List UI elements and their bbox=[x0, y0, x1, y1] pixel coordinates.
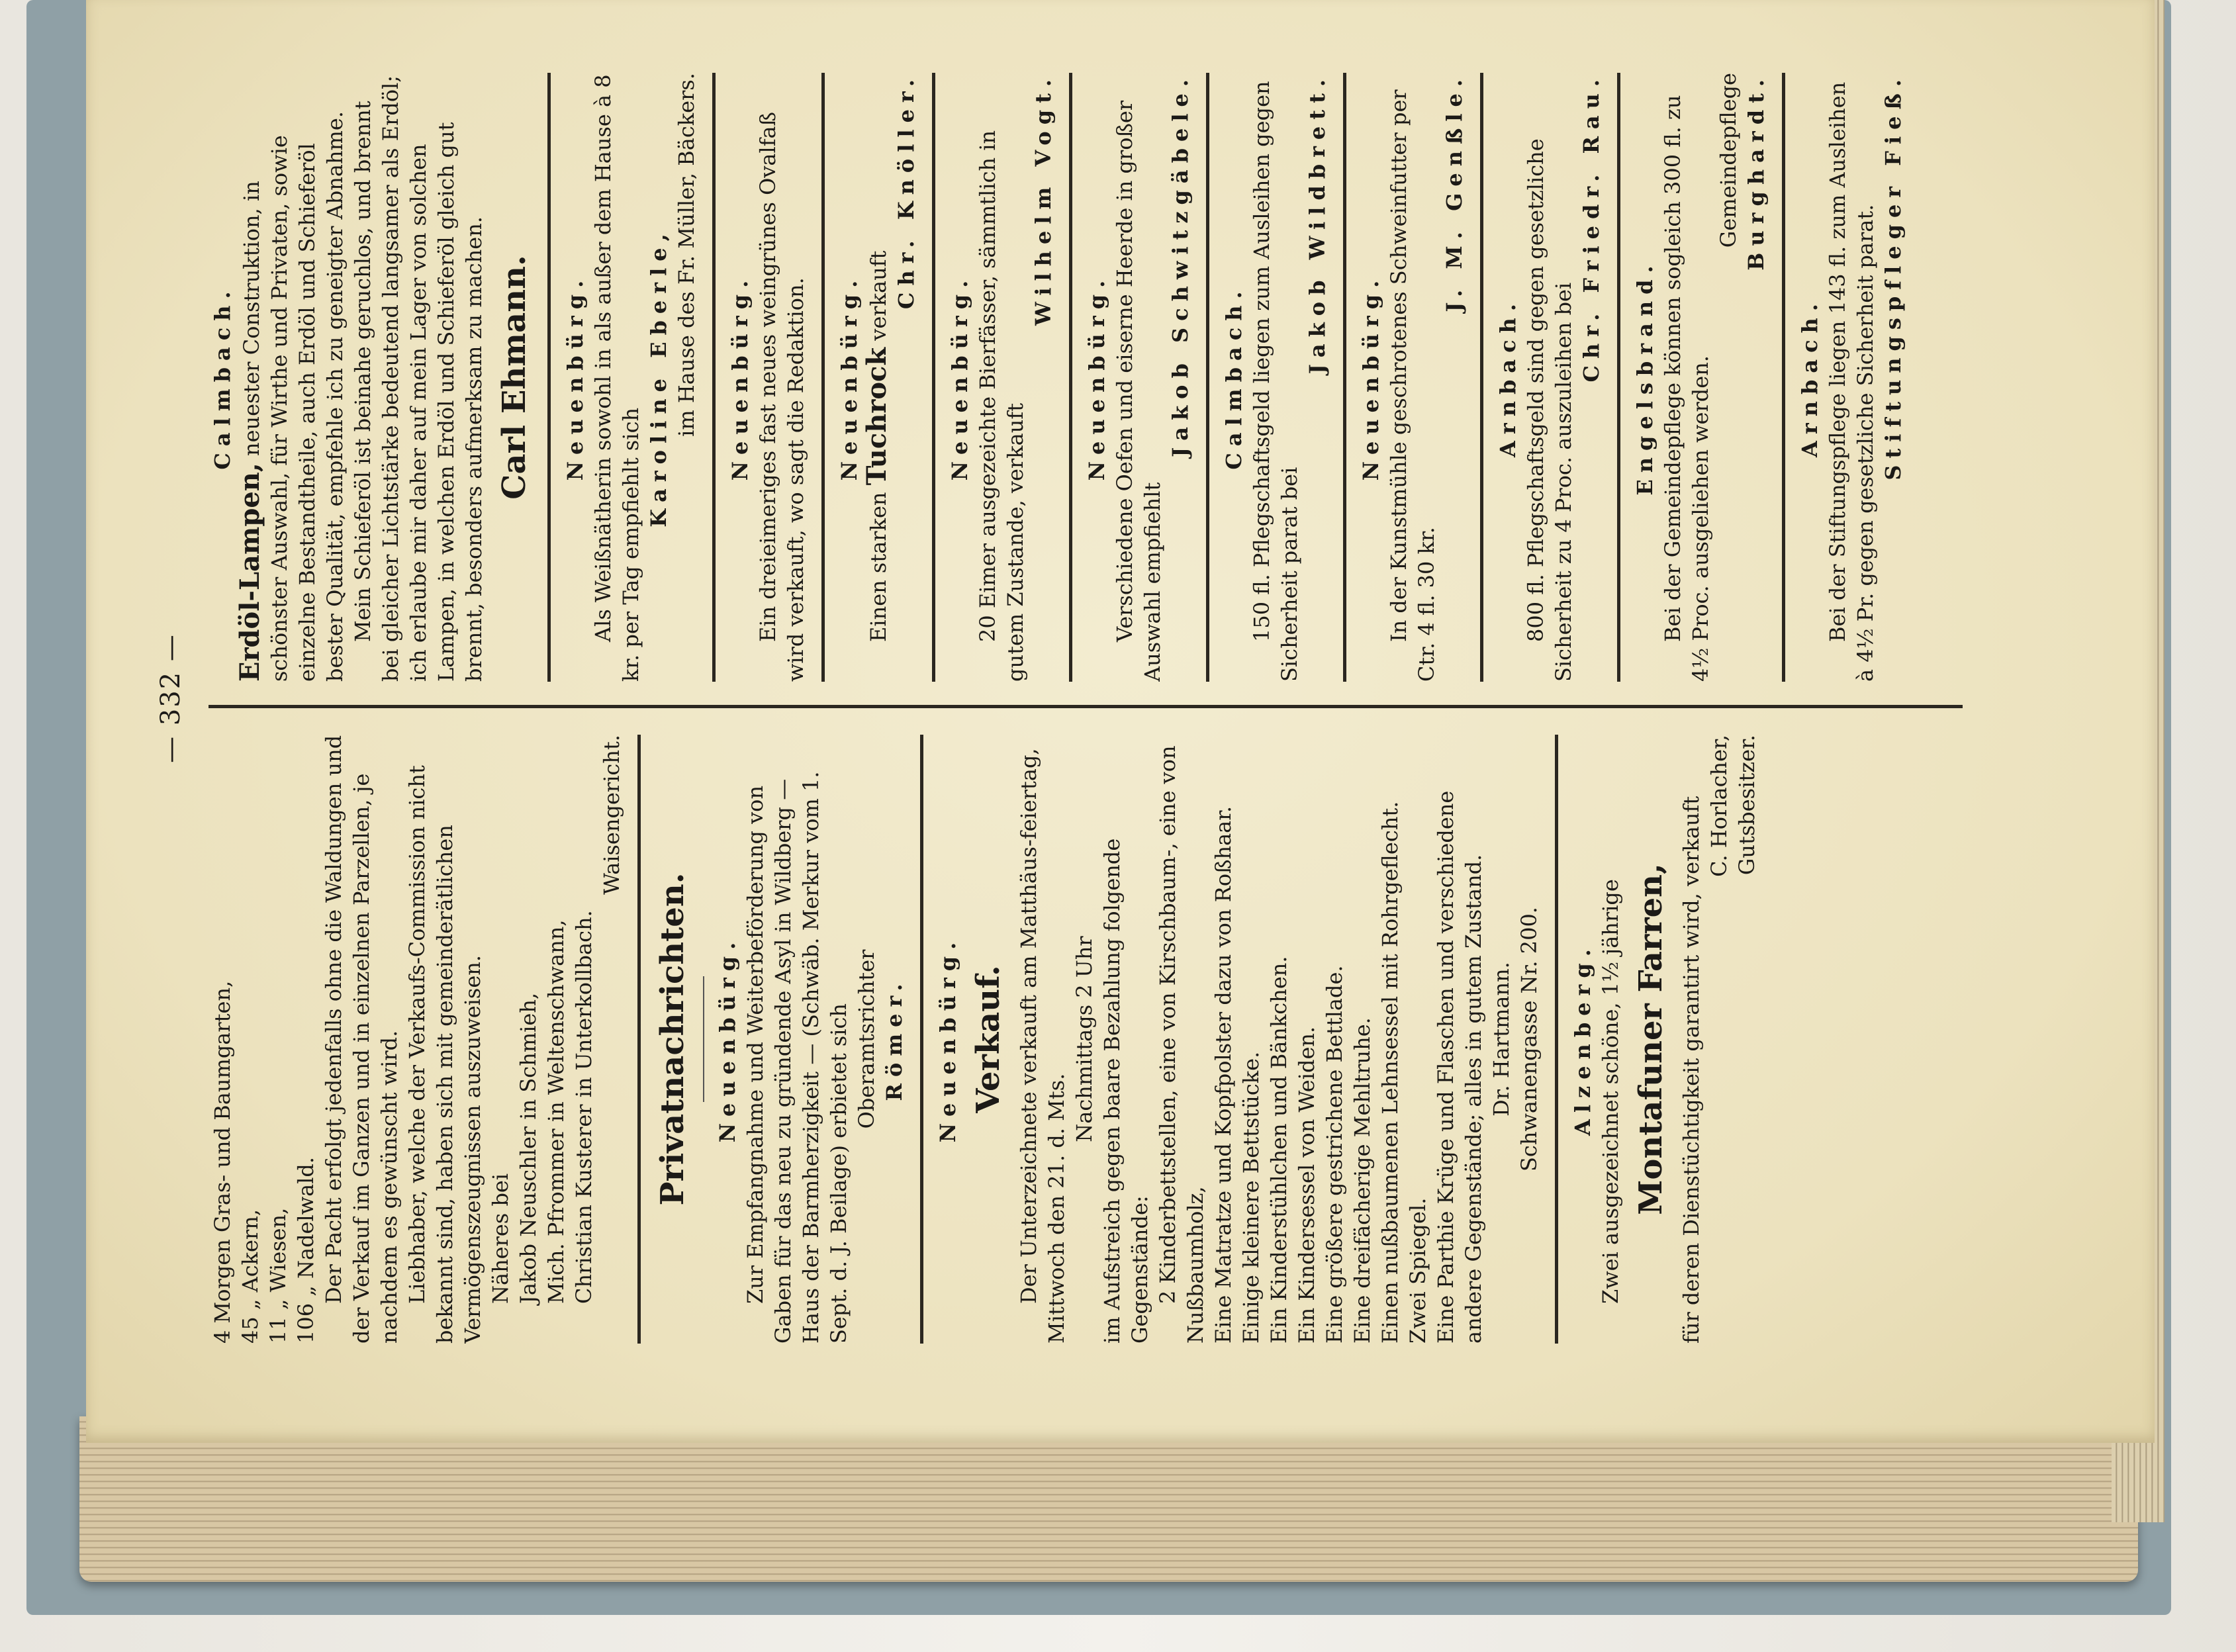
ad-signature: J. M. Genßle. bbox=[1442, 73, 1467, 312]
column-rule bbox=[209, 705, 1963, 708]
ad-place: Alzenberg. bbox=[1570, 942, 1595, 1136]
ad-body: Mein Schieferöl ist beinahe geruchlos, und brennt bei gleicher Lichtstärke bedeutend langsamer als Erdöl; ich erlaube mir daher auf mein Lager von solchen Lampen, in welchen Erdöl und Schieferöl gleich gut brennt, besonders aufmerksam zu machen. bbox=[350, 75, 487, 682]
ad-signature-name: C. Horlacher, bbox=[1706, 735, 1732, 877]
ad-divider bbox=[932, 73, 935, 682]
ad-heading: Verkauf. bbox=[970, 965, 1007, 1113]
ad-place: Neuenbürg. bbox=[947, 273, 972, 481]
ad-signature-address: im Hause des Fr. Müller, Bäckers. bbox=[674, 73, 699, 437]
section-divider bbox=[637, 735, 641, 1344]
ad-body: im Aufstreich gegen baare Bezahlung folgende Gegenstände: bbox=[1099, 838, 1152, 1344]
ad-signature: Wilhelm Vogt. bbox=[1031, 73, 1056, 326]
ad-body: für deren Dienstüchtigkeit garantirt wird, verkauft bbox=[1679, 796, 1704, 1344]
ad-body: 20 Eimer ausgezeichte Bierfässer, sämmtlich in gutem Zustande, verkauft bbox=[975, 130, 1028, 682]
ad-item: Eine dreifächerige Mehltruhe. bbox=[1350, 1017, 1375, 1344]
ad-place: Neuenbürg. bbox=[715, 935, 740, 1143]
ad-signature: Jakob Wildbrett. bbox=[1305, 73, 1330, 375]
ad-place: Neuenbürg. bbox=[837, 273, 862, 481]
page-number: — 332 — bbox=[156, 633, 186, 763]
ad-item: Einige kleinere Bettstücke. bbox=[1238, 1051, 1264, 1344]
ad-place: Neuenbürg. bbox=[1358, 273, 1383, 481]
land-line: 11 „ Wiesen, bbox=[265, 1207, 291, 1344]
ad-time: Nachmittags 2 Uhr bbox=[1072, 936, 1097, 1142]
ad-body: 800 fl. Pflegschaftsgeld sind gegen gesetzliche Sicherheit zu 4 Proc. auszuleihen bei bbox=[1523, 138, 1576, 682]
ad-signature-name: Römer. bbox=[882, 977, 907, 1101]
liebhaber-text: Liebhaber, welche der Verkaufs-Commission nicht bekannt sind, haben sich mit gemeinderätlichen Vermögenszeugnissen auszuweisen. bbox=[404, 765, 485, 1344]
ad-body: 150 fl. Pflegschaftsgeld liegen zum Ausleihen gegen Sicherheit parat bei bbox=[1249, 81, 1302, 682]
ad-divider bbox=[547, 73, 551, 682]
pacht-text: Der Pacht erfolgt jedenfalls ohne die Waldungen und der Verkauf im Ganzen und in einzelnen Parzellen, je nachdem es gewünscht wird. bbox=[321, 735, 402, 1344]
ad-place: Neuenbürg. bbox=[1084, 273, 1109, 481]
ad-body: In der Kunstmühle geschrotenes Schweinfutter per Ctr. 4 fl. 30 kr. bbox=[1386, 89, 1439, 682]
ad-divider bbox=[1206, 73, 1209, 682]
ad-item: Ein Kinderstühlchen und Bänkchen. bbox=[1266, 956, 1291, 1344]
ad-signature: Chr. Friedr. Rau. bbox=[1579, 73, 1604, 383]
ad-body: Zwei ausgezeichnet schöne, 1½ jährige bbox=[1598, 879, 1623, 1304]
right-column bbox=[209, 73, 1996, 682]
ad-signature-name: Burghardt. bbox=[1744, 73, 1769, 271]
ad-signature-title: Oberamtsrichter bbox=[854, 949, 879, 1129]
ad-divider bbox=[1343, 73, 1346, 682]
ad-divider bbox=[821, 73, 825, 682]
contact-line: Mich. Pfrommer in Weltenschwann, bbox=[543, 919, 569, 1304]
ad-highlight: Tuchrock bbox=[861, 347, 892, 486]
ad-item: Zwei Spiegel. bbox=[1405, 1197, 1430, 1344]
ad-signature: Jakob Schwitzgäbele. bbox=[1168, 73, 1193, 457]
ad-place: Calmbach. bbox=[1221, 285, 1246, 470]
ad-signature: Chr. Knöller. bbox=[894, 73, 919, 310]
section-title: Privatnachrichten. bbox=[654, 872, 691, 1206]
ad-body: Zur Empfangnahme und Weiterbeförderung von Gaben für das neu zu gründende Asyl in Wildberg — Haus der Barmherzigkeit — (Schwäb. Merkur vom 1. Sept. d. J. Beilage) erbietet sich bbox=[743, 771, 851, 1344]
short-divider bbox=[703, 976, 704, 1102]
ad-signature-name: Dr. Hartmann. bbox=[1489, 962, 1514, 1117]
rotated-newspaper-page bbox=[156, 53, 2019, 1344]
left-column bbox=[209, 735, 1996, 1344]
ad-item: Ein Kindersessel von Weiden. bbox=[1294, 1026, 1319, 1344]
ad-item: 2 Kinderbettstellen, eine von Kirschbaum-, eine von Nußbaumholz, bbox=[1155, 745, 1208, 1344]
ad-body: Als Weißnätherin sowohl in als außer dem Hause à 8 kr. per Tag empfiehlt sich bbox=[590, 74, 643, 682]
ad-item: Einen nußbaumenen Lehnsessel mit Rohrgeflecht. bbox=[1377, 801, 1403, 1344]
ad-place: Arnbach. bbox=[1495, 297, 1520, 457]
ad-highlight: Montafuner Farren, bbox=[1632, 863, 1669, 1215]
ad-body: Verschiedene Oefen und eiserne Heerde in großer Auswahl empfiehlt bbox=[1112, 100, 1165, 682]
ad-body: Ein dreieimeriges fast neues weingrünes Ovalfaß wird verkauft, wo sagt die Redaktion. bbox=[755, 111, 808, 682]
naeheres-label: Näheres bei bbox=[488, 1173, 513, 1304]
ad-place: Neuenbürg. bbox=[935, 935, 960, 1143]
ad-signature-title: Gemeindepflege bbox=[1716, 73, 1741, 248]
ad-body: neuester Construktion, in schönster Auswahl, für Wirthe und Privaten, sowie einzelne Bestandtheile, auch Erdöl und Schieferöl bester Qualität, empfehle ich zu geneigter Abnahme. bbox=[239, 111, 348, 682]
ad-body: Einen starken bbox=[866, 492, 891, 642]
ad-signature: Stiftungspfleger Fieß. bbox=[1881, 73, 1906, 481]
ad-body: verkauft bbox=[866, 250, 891, 341]
ad-divider bbox=[920, 735, 923, 1344]
ad-signature-name: Karoline Eberle, bbox=[646, 227, 671, 528]
ad-divider bbox=[1069, 73, 1072, 682]
contact-line: Christian Kusterer in Unterkollbach. bbox=[571, 910, 596, 1304]
land-line: 45 „ Ackern, bbox=[238, 1209, 263, 1344]
contact-line: Jakob Neuschler in Schmieh, bbox=[516, 992, 541, 1304]
ad-place: Calmbach. bbox=[210, 285, 235, 470]
ad-divider bbox=[1782, 73, 1785, 682]
ad-body: Der Unterzeichnete verkauft am Matthäus-feiertag, Mittwoch den 21. d. Mts. bbox=[1016, 748, 1069, 1344]
ad-place: Engelsbrand. bbox=[1632, 259, 1657, 496]
ad-place: Neuenbürg. bbox=[727, 273, 753, 481]
ad-divider bbox=[1617, 73, 1620, 682]
ad-item: Eine größere gestrichene Bettlade. bbox=[1322, 965, 1347, 1344]
ad-body: Bei der Gemeindepflege können sogleich 300 fl. zu 4½ Proc. ausgeliehen werden. bbox=[1660, 95, 1713, 682]
ad-item: Eine Matratze und Kopfpolster dazu von Roßhaar. bbox=[1211, 805, 1236, 1344]
ad-headline: Erdöl-Lampen, bbox=[234, 463, 265, 682]
ad-divider bbox=[712, 73, 716, 682]
ad-signature: Carl Ehmann. bbox=[496, 255, 533, 500]
land-line: 4 Morgen Gras- und Baumgarten, bbox=[210, 980, 235, 1344]
ad-place: Arnbach. bbox=[1797, 297, 1822, 457]
ad-body: Bei der Stiftungspflege liegen 143 fl. zum Ausleihen à 4½ Pr. gegen gesetzliche Sicherheit parat. bbox=[1825, 81, 1878, 682]
ad-divider bbox=[1555, 735, 1558, 1344]
land-line: 106 „ Nadelwald. bbox=[293, 1156, 318, 1344]
ad-divider bbox=[1480, 73, 1483, 682]
waisengericht: Waisengericht. bbox=[599, 735, 624, 895]
ad-item: Eine Parthie Krüge und Flaschen und verschiedene andere Gegenstände; alles in gutem Zustand. bbox=[1433, 790, 1486, 1344]
ad-place: Neuenbürg. bbox=[563, 273, 588, 481]
ad-signature-title: Gutsbesitzer. bbox=[1734, 735, 1759, 876]
ad-signature-address: Schwanengasse Nr. 200. bbox=[1516, 907, 1542, 1171]
